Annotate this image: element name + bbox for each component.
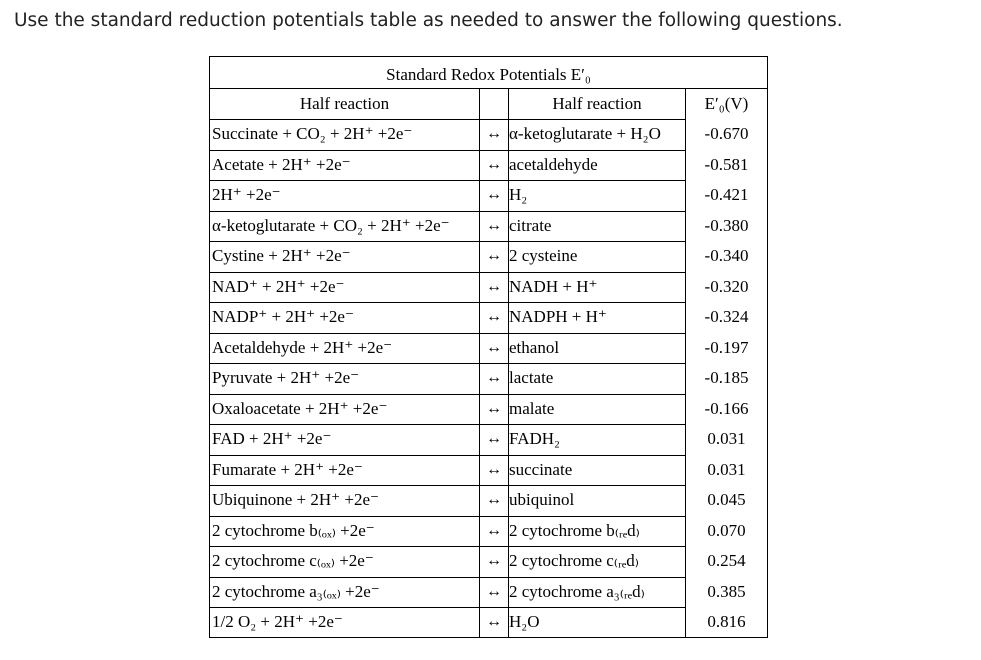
reaction-left-cell: 2 cytochrome b₍ₒₓ₎ +2e⁻ xyxy=(212,520,375,540)
potential-value-cell: -0.421 xyxy=(704,185,749,204)
redox-potentials-table xyxy=(209,56,768,638)
table-row xyxy=(210,272,767,303)
potential-value-cell: 0.045 xyxy=(707,490,746,509)
table-row xyxy=(210,241,767,272)
row-divider xyxy=(210,150,686,151)
reaction-left-cell: Pyruvate + 2H⁺ +2e⁻ xyxy=(212,368,360,387)
table-row xyxy=(210,119,767,150)
table-row xyxy=(210,363,767,394)
row-divider xyxy=(210,119,686,120)
row-divider xyxy=(210,455,686,456)
table-title: Standard Redox Potentials E′₀ xyxy=(210,57,767,89)
table-row xyxy=(210,211,767,242)
row-divider xyxy=(210,394,686,395)
row-divider xyxy=(210,272,686,273)
row-divider xyxy=(210,211,686,212)
table-row xyxy=(210,516,767,547)
reaction-left-cell: Oxaloacetate + 2H⁺ +2e⁻ xyxy=(212,398,388,418)
reaction-right-cell: ethanol xyxy=(509,337,560,357)
reaction-right-cell: 2 cytochrome a₃₍ᵣₑd₎ xyxy=(509,581,645,601)
equilibrium-arrow-icon: ↔ xyxy=(486,582,502,600)
equilibrium-arrow-icon: ↔ xyxy=(486,125,502,142)
equilibrium-arrow-icon: ↔ xyxy=(486,369,502,386)
header-potential: E′₀(V) xyxy=(704,94,749,113)
potential-value-cell: -0.185 xyxy=(704,368,749,387)
reaction-right-cell: acetaldehyde xyxy=(509,154,598,174)
reaction-right-cell: succinate xyxy=(509,459,573,479)
table-row xyxy=(210,180,767,211)
row-divider xyxy=(210,516,686,517)
equilibrium-arrow-icon: ↔ xyxy=(486,399,502,417)
header-half-reaction-right: Half reaction xyxy=(552,94,642,113)
reaction-right-cell: malate xyxy=(509,398,555,418)
equilibrium-arrow-icon: ↔ xyxy=(486,277,502,295)
equilibrium-arrow-icon: ↔ xyxy=(486,521,502,539)
equilibrium-arrow-icon: ↔ xyxy=(486,155,502,173)
potential-value-cell: -0.324 xyxy=(704,307,749,326)
equilibrium-arrow-icon: ↔ xyxy=(486,338,502,356)
table-row xyxy=(210,546,767,577)
potential-value-cell: 0.385 xyxy=(707,581,746,601)
potential-value-cell: -0.670 xyxy=(704,124,749,143)
table-row xyxy=(210,333,767,364)
reaction-left-cell: Acetaldehyde + 2H⁺ +2e⁻ xyxy=(212,337,393,357)
reaction-left-cell: 2 cytochrome a₃₍ₒₓ₎ +2e⁻ xyxy=(212,581,380,601)
equilibrium-arrow-icon: ↔ xyxy=(486,216,502,234)
reaction-left-cell: α-ketoglutarate + CO₂ + 2H⁺ +2e⁻ xyxy=(212,215,450,235)
table-row xyxy=(210,302,767,333)
reaction-left-cell: 2H⁺ +2e⁻ xyxy=(212,185,281,204)
reaction-left-cell: NAD⁺ + 2H⁺ +2e⁻ xyxy=(212,276,345,296)
reaction-right-cell: NADH + H⁺ xyxy=(509,276,598,296)
reaction-left-cell: Ubiquinone + 2H⁺ +2e⁻ xyxy=(212,490,379,509)
equilibrium-arrow-icon: ↔ xyxy=(486,613,502,630)
table-row xyxy=(210,485,767,516)
equilibrium-arrow-icon: ↔ xyxy=(486,491,502,508)
potential-value-cell: 0.816 xyxy=(707,612,746,631)
row-divider xyxy=(210,302,686,303)
potential-value-cell: 0.031 xyxy=(707,459,746,479)
row-divider xyxy=(210,546,686,547)
equilibrium-arrow-icon: ↔ xyxy=(486,552,502,569)
reaction-right-cell: H₂ xyxy=(509,185,528,204)
row-divider xyxy=(210,424,686,425)
header-half-reaction-left: Half reaction xyxy=(299,94,390,113)
potential-value-cell: -0.340 xyxy=(704,246,749,265)
reaction-left-cell: Fumarate + 2H⁺ +2e⁻ xyxy=(212,459,363,479)
reaction-left-cell: Succinate + CO₂ + 2H⁺ +2e⁻ xyxy=(212,124,413,143)
table-row xyxy=(210,455,767,486)
potential-value-cell: 0.070 xyxy=(707,520,746,540)
reaction-right-cell: 2 cysteine xyxy=(509,246,578,265)
row-divider xyxy=(210,607,686,608)
reaction-left-cell: NADP⁺ + 2H⁺ +2e⁻ xyxy=(212,307,354,326)
reaction-right-cell: 2 cytochrome c₍ᵣₑd₎ xyxy=(509,551,639,570)
row-divider xyxy=(210,363,686,364)
reaction-left-cell: Cystine + 2H⁺ +2e⁻ xyxy=(212,246,351,265)
table-row xyxy=(210,577,767,608)
equilibrium-arrow-icon: ↔ xyxy=(486,460,502,478)
table-row xyxy=(210,607,767,638)
equilibrium-arrow-icon: ↔ xyxy=(486,430,502,447)
reaction-right-cell: H₂O xyxy=(509,612,540,631)
potential-value-cell: -0.166 xyxy=(704,398,749,418)
reaction-right-cell: ubiquinol xyxy=(509,490,575,509)
equilibrium-arrow-icon: ↔ xyxy=(486,247,502,264)
table-row xyxy=(210,424,767,455)
row-divider xyxy=(210,333,686,334)
reaction-right-cell: α-ketoglutarate + H₂O xyxy=(509,124,661,143)
potential-value-cell: -0.197 xyxy=(704,337,749,357)
potential-value-cell: 0.031 xyxy=(707,429,746,448)
reaction-right-cell: citrate xyxy=(509,215,552,235)
equilibrium-arrow-icon: ↔ xyxy=(486,186,502,203)
reaction-left-cell: FAD + 2H⁺ +2e⁻ xyxy=(212,429,332,448)
row-divider xyxy=(210,577,686,578)
potential-value-cell: -0.380 xyxy=(704,215,749,235)
potential-value-cell: 0.254 xyxy=(707,551,746,570)
table-row xyxy=(210,394,767,425)
row-divider xyxy=(210,485,686,486)
reaction-left-cell: 2 cytochrome c₍ₒₓ₎ +2e⁻ xyxy=(212,551,374,570)
reaction-right-cell: 2 cytochrome b₍ᵣₑd₎ xyxy=(509,520,640,540)
reaction-right-cell: FADH₂ xyxy=(509,429,560,448)
row-divider xyxy=(210,180,686,181)
instruction-text: Use the standard reduction potentials table as needed to answer the following questions. xyxy=(14,10,843,31)
reaction-left-cell: Acetate + 2H⁺ +2e⁻ xyxy=(212,154,351,174)
table-row xyxy=(210,150,767,181)
reaction-left-cell: 1/2 O₂ + 2H⁺ +2e⁻ xyxy=(212,612,343,631)
reaction-right-cell: lactate xyxy=(509,368,554,387)
row-divider xyxy=(210,241,686,242)
potential-value-cell: -0.320 xyxy=(704,276,749,296)
potential-value-cell: -0.581 xyxy=(704,154,749,174)
equilibrium-arrow-icon: ↔ xyxy=(486,308,502,325)
reaction-right-cell: NADPH + H⁺ xyxy=(509,307,607,326)
